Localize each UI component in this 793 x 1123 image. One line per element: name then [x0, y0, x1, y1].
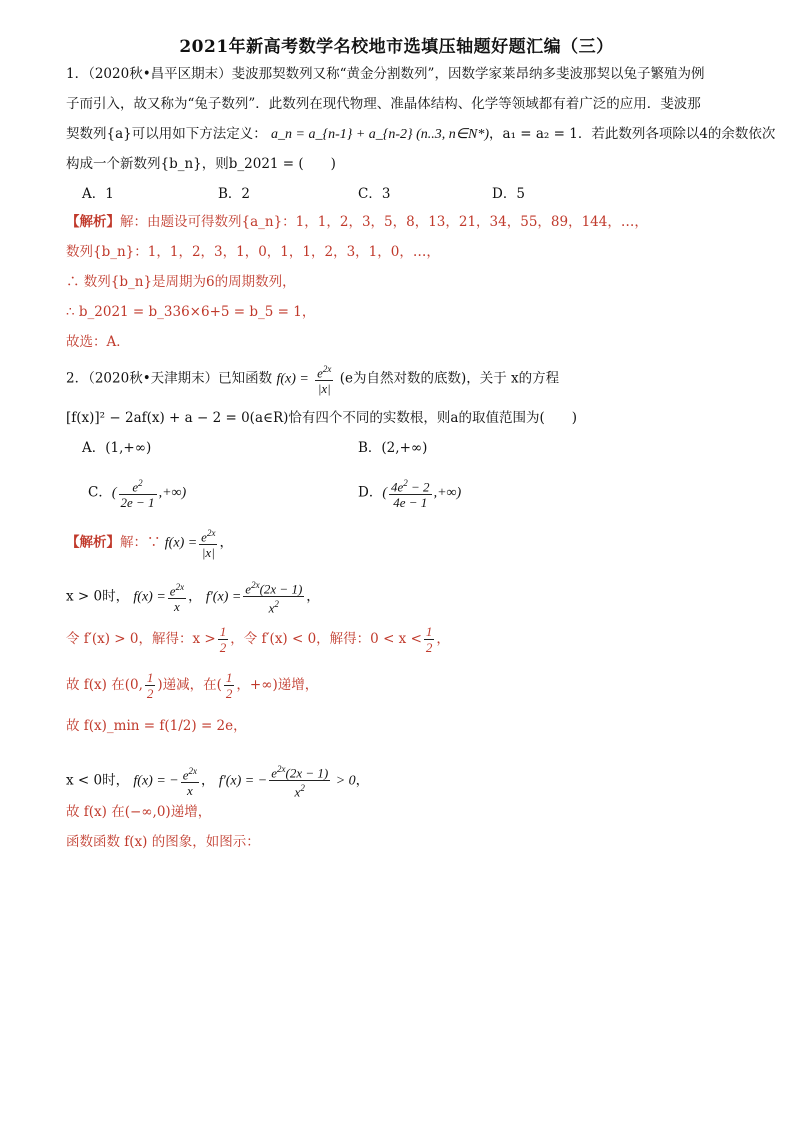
q2-solution-line-5: 故 f(x)_min = f(1/2) = 2e，: [66, 718, 247, 734]
q1-solution-line-5: 故选：A．: [66, 334, 130, 350]
q1-option-c: C．3: [358, 186, 391, 202]
q1-recurrence-formula: a_n = a_{n-1} + a_{n-2} (n..3, n∈N*): [271, 127, 490, 142]
q2-line-2: [f(x)]² − 2af(x) + a − 2 = 0(a∈R)恰有四个不同的实数根，则a的取值范围为( ): [66, 410, 577, 426]
q1-solution-line-2: 数列{b_n}：1，1，2，3，1，0，1，1，2，3，1，0，…，: [66, 244, 440, 260]
q1-line-3-a: 契数列{a: [66, 126, 124, 142]
q2-solution-line-7: 故 f(x) 在(−∞,0)递增，: [66, 804, 212, 820]
q1-solution-line-3: ∴ 数列{b_n}是周期为6的周期数列，: [66, 274, 296, 290]
q1-line-3: [66, 124, 775, 145]
q2-line-1-b: (e为自然对数的底数)，关于 x的方程: [339, 370, 560, 387]
q1-solution-line-1: [66, 212, 648, 232]
q2-solution-line-1: 【解析】解：∵ f(x) = $\frac{e^{2x}}{|x|}$ ，: [66, 528, 233, 561]
q2-option-d-label: D．: [358, 484, 383, 501]
q2-option-a: A．(1,+∞): [82, 440, 152, 456]
q1-solution-tag: 【解析】: [66, 214, 120, 230]
q1-solution-text-1: 解：由题设可得数列{a_n}：1，1，2，3，5，8，13，21，34，55，89，144，…，: [120, 214, 648, 230]
page-title: 2021年新高考数学名校地市选填压轴题好题汇编（三）: [179, 37, 614, 57]
q2-solution-tag: 【解析】: [66, 534, 120, 551]
q1-line-2: 子而引入，故又称为“兔子数列”．此数列在现代物理、准晶体结构、化学等领域都有着广泛的应用．斐波那: [66, 96, 701, 112]
q1-option-d: D．5: [492, 186, 525, 202]
q1-line-1: 1．（2020秋•昌平区期末）斐波那契数列又称“黄金分割数列”，因数学家莱昂纳多斐波那契以兔子繁殖为例: [66, 66, 705, 82]
q2-line-1-a: 2．（2020秋•天津期末）已知函数: [66, 370, 273, 387]
q1-solution-line-4: ∴ b_2021 = b_336×6+5 = b_5 = 1，: [66, 304, 316, 320]
q2-function-fraction: $\frac{e^{2x}}{|x|}$: [317, 364, 332, 397]
q2-function-def: f(x) =: [276, 371, 309, 387]
q1-line-3-d: ，a₁ = a₂ = 1．若此数列各项除以4的余数依次: [489, 126, 776, 142]
q2-option-d: D．( $\frac{4e^2 - 2}{4e - 1}$ ,+∞): [358, 478, 462, 511]
q2-option-b: B．(2,+∞): [358, 440, 428, 456]
q2-option-c: C．( $\frac{e^2}{2e - 1}$ ,+∞): [88, 478, 187, 511]
q2-option-c-label: C．: [88, 484, 112, 501]
q2-solution-line-4: 故 f(x) 在(0, $\frac{1}{2}$ )递减，在( $\frac{1}{2}$ ，+∞)递增，: [66, 670, 319, 701]
q1-option-a: A．1: [82, 186, 114, 202]
q2-solution-line-3: 令 f′(x) > 0，解得：x > $\frac{1}{2}$ ，令 f′(x) < 0，解得：0 < x < $\frac{1}{2}$ ，: [66, 624, 450, 655]
q1-line-3-b: }可以用如下方法定义：: [123, 126, 267, 142]
q1-option-b: B．2: [218, 186, 251, 202]
q2-line-1: [66, 362, 559, 396]
q2-solution-line-6: x < 0时， f(x) = − $\frac{e^{2x}}{x}$ ， f′(x) = − $\frac{e^{2x}(2x - 1)}{x^2}$ > 0，: [66, 764, 370, 800]
q2-solution-line-8: 函数函数 f(x) 的图象，如图示：: [66, 834, 260, 850]
q1-line-4: 构成一个新数列{b_n}，则b_2021 = ( ): [66, 156, 336, 172]
q2-solution-line-2: x > 0时， f(x) = $\frac{e^{2x}}{x}$ ， f′(x) = $\frac{e^{2x}(2x - 1)}{x^2}$ ，: [66, 580, 320, 616]
